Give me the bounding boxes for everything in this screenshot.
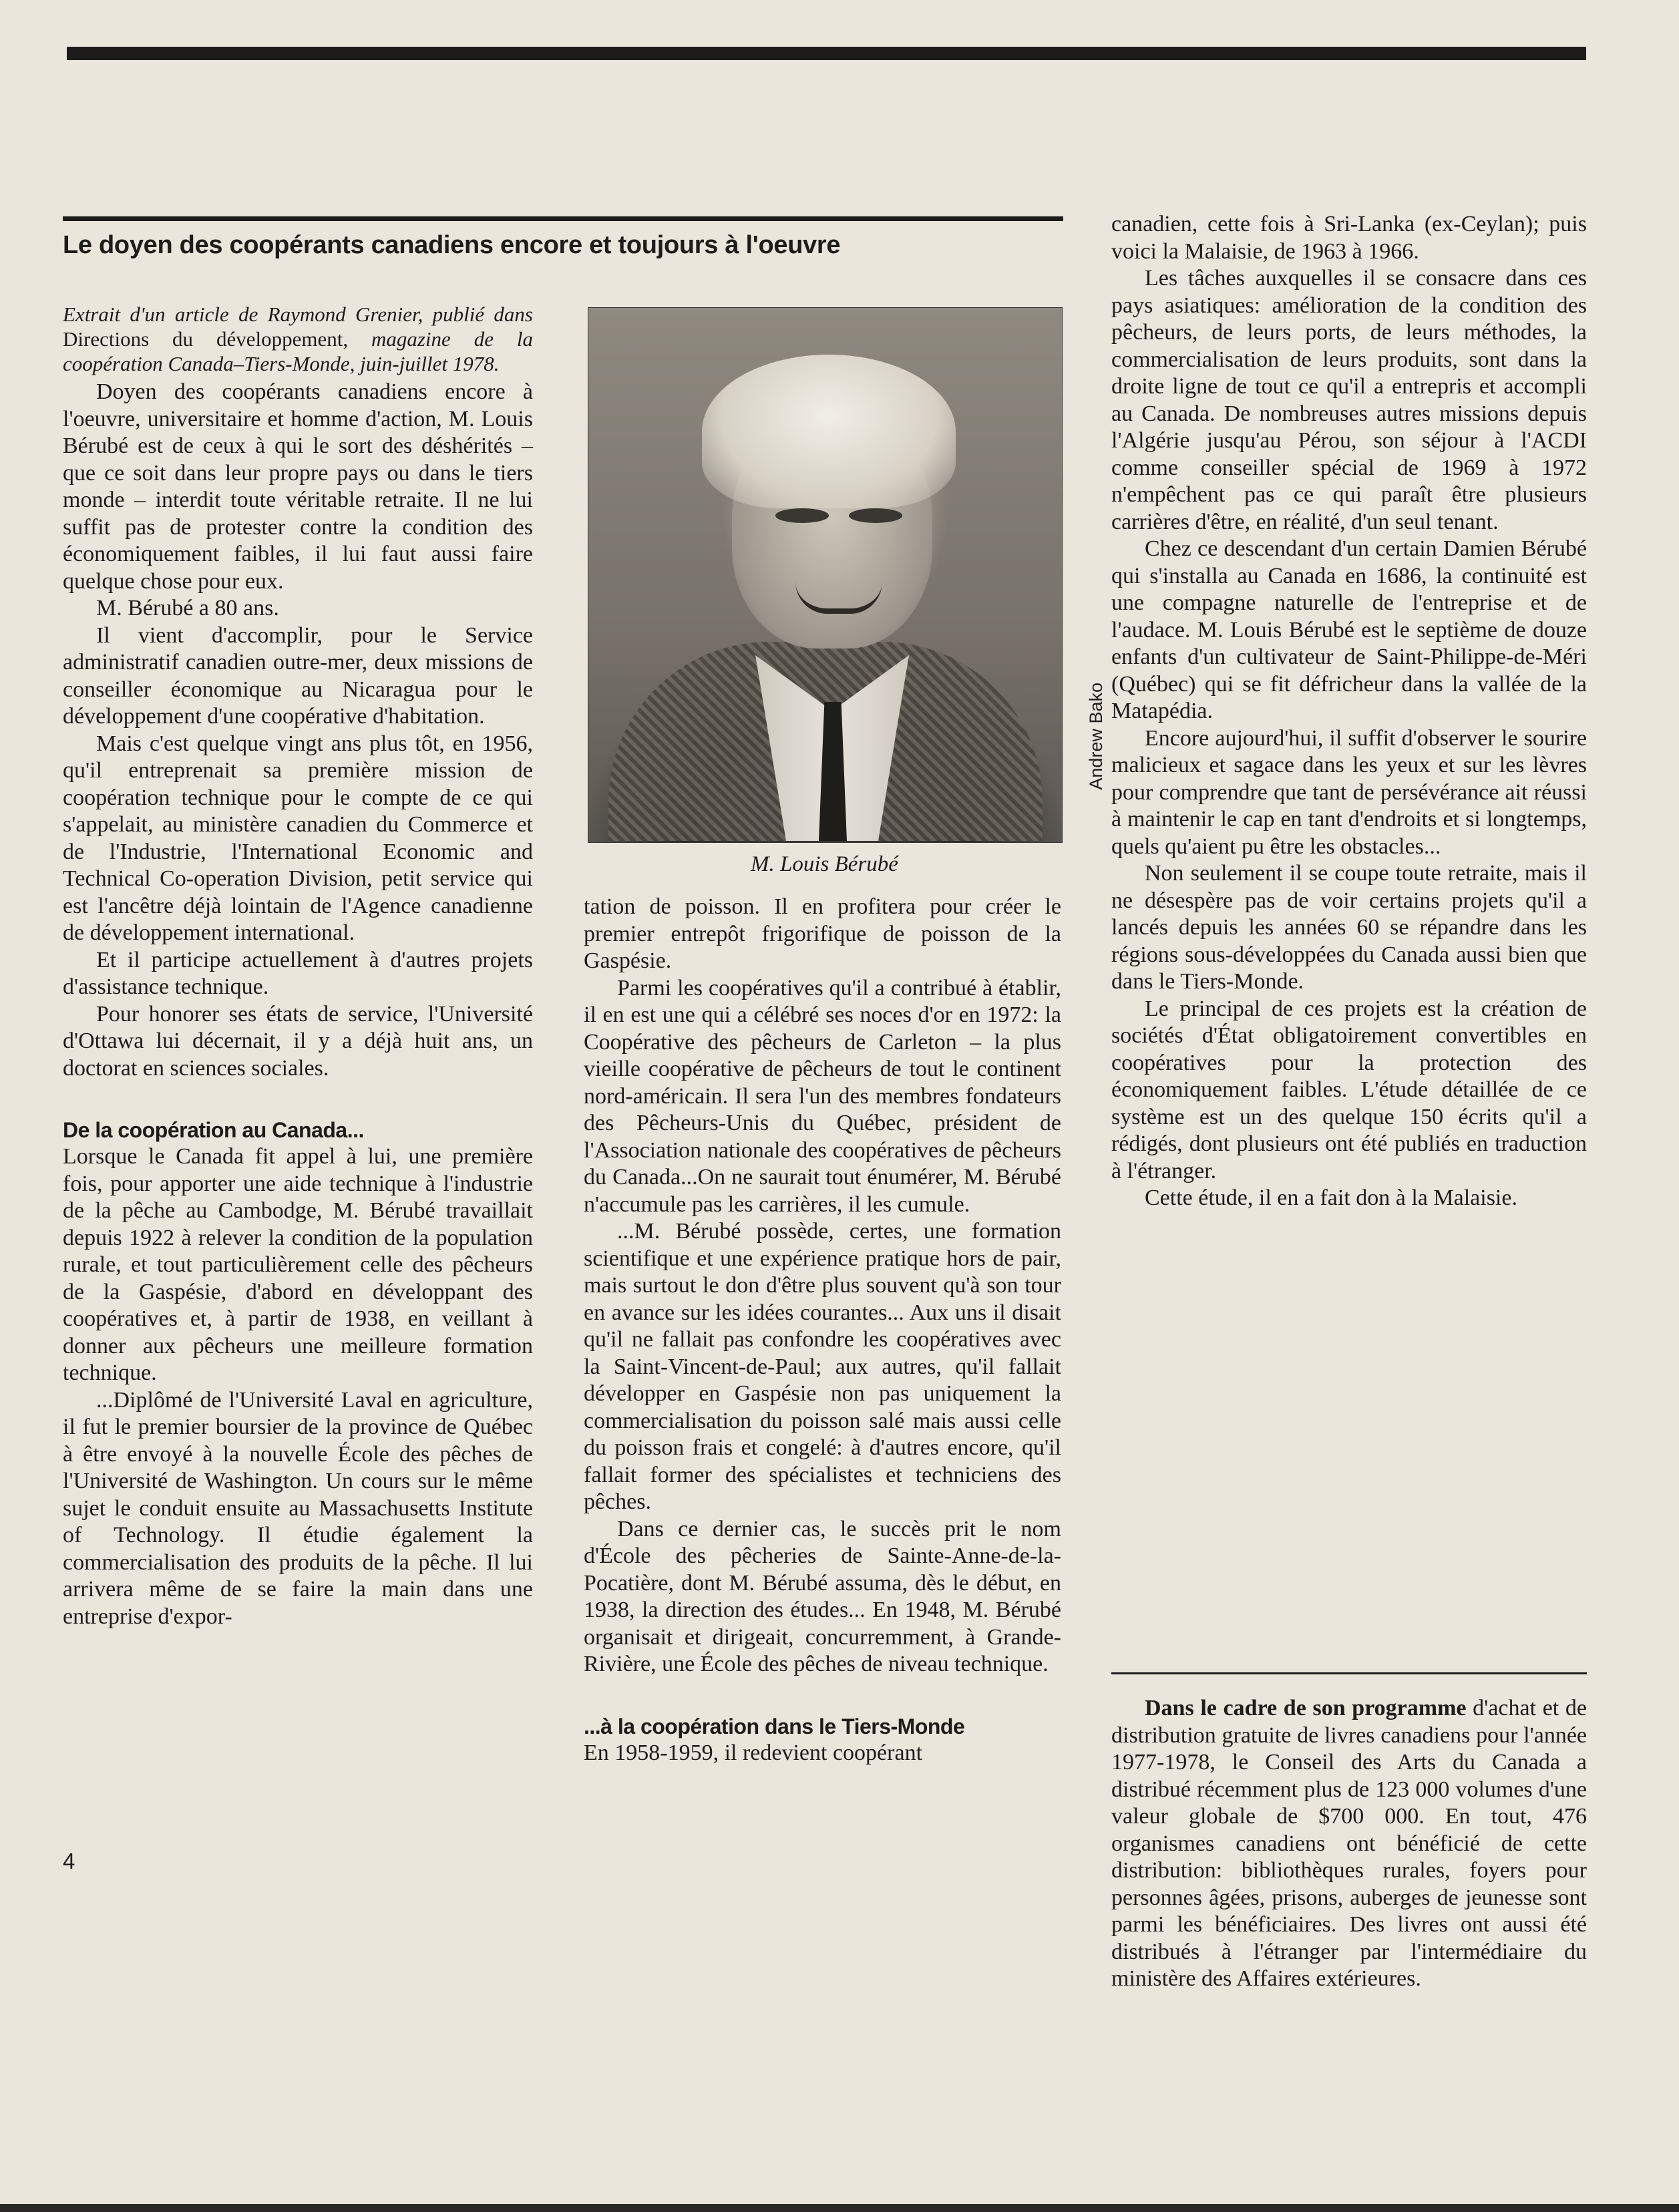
bottom-edge xyxy=(0,2204,1679,2212)
paragraph: Doyen des coopérants canadiens encore à l'oeuvre, universitaire et homme d'action, M. Louis Bérubé est de ceux à qui le sort des déshérités – que ce soit dans leur propre pays ou dans le tiers monde – interdit toute véritable retraite. Il ne lui suffit pas de protester contre la condition des économiquement faibles, il lui faut aussi faire quelque chose pour eux. xyxy=(63,379,533,594)
column-3 xyxy=(1111,211,1587,1212)
intro-part1: Extrait d'un article de Raymond Grenier, publié dans xyxy=(63,303,533,326)
photo-credit: Andrew Bako xyxy=(1086,683,1106,790)
intro-part2: magazine de la coopération Canada–Tiers-Monde, juin-juillet 1978. xyxy=(63,327,533,375)
paragraph: En 1958-1959, il redevient coopérant xyxy=(584,1740,923,1765)
column-1 xyxy=(63,302,533,1630)
paragraph: Le principal de ces projets est la création de sociétés d'État obligatoirement convertibles en coopératives pour la protection des économiquement faibles. L'étude détaillée de ce système est un des quelque 150 écrits qu'il a rédigés, dont plusieurs ont été publiés en traduction à l'étranger. xyxy=(1111,996,1587,1183)
article-headline: Le doyen des coopérants canadiens encore et toujours à l'oeuvre xyxy=(63,231,841,259)
paragraph: Pour honorer ses états de service, l'Université d'Ottawa lui décernait, il y a déjà huit ans, un doctorat en sciences sociales. xyxy=(63,1001,533,1081)
paragraph: ...M. Bérubé possède, certes, une formation scientifique et une expérience pratique hors de pair, mais surtout le don d'être plus souvent qu'à son tour en avance sur les idées courantes... Aux uns il disait qu'il ne fallait pas confondre les coopératives avec la Saint-Vincent-de-Paul; aux autres, qu'il fallait développer en Gaspésie non pas uniquement la commercialisation du poisson salé mais aussi celle du poisson frais et congelé: à d'autres encore, qu'il fallait former des spécialistes et techniciens des pêches. xyxy=(584,1219,1061,1514)
sidebar-note xyxy=(1111,1695,1587,1993)
paragraph: Encore aujourd'hui, il suffit d'observer le sourire malicieux et sagace dans les yeux et sur les lèvres pour comprendre que tant de persévérance ait réussi à maintenir le cap en tant d'endroits et si longtemps, quels qu'aient pu être les obstacles... xyxy=(1111,725,1587,859)
sidebar-lead: Dans le cadre de son programme xyxy=(1145,1696,1467,1720)
paragraph: Les tâches auxquelles il se consacre dans ces pays asiatiques: amélioration de la condition des pêcheurs, de leurs ports, de leurs méthodes, la commercialisation de leurs produits, sont dans la droite ligne de tout ce qu'il a entrepris et accompli au Canada. De nombreuses autres missions depuis l'Algérie jusqu'au Pérou, son séjour à l'ACDI comme conseiller spécial de 1969 à 1972 n'empêchent pas ce qui paraît être plusieurs carrières d'être, en réalité, d'un seul tenant. xyxy=(1111,266,1587,534)
sidebar-rule xyxy=(1111,1672,1587,1674)
paragraph: tation de poisson. Il en profitera pour créer le premier entrepôt frigorifique de poisson de la Gaspésie. xyxy=(584,894,1061,973)
page-number: 4 xyxy=(63,1849,75,1873)
headline-rule xyxy=(63,216,1063,221)
photo-eye-right xyxy=(849,508,902,523)
paragraph: Il vient d'accomplir, pour le Service administratif canadien outre-mer, deux missions de conseiller économique au Nicaragua pour le développement d'une coopérative d'habitation. xyxy=(63,622,533,729)
paragraph: Non seulement il se coupe toute retraite, mais il ne désespère pas de voir certains projets qu'il a lancés depuis les années 60 se répandre dans les régions sous-développées du Canada aussi bien que dans le Tiers-Monde. xyxy=(1111,861,1587,994)
intro-note xyxy=(63,302,533,376)
paragraph: ...Diplômé de l'Université Laval en agriculture, il fut le premier boursier de la province de Québec à être envoyé à la nouvelle École des pêches de l'Université de Washington. Un cours sur le même sujet le conduit ensuite au Massachusetts Institute of Technology. Il étudie également la commercialisation des produits de la pêche. Il lui arrivera même de se faire la main dans une entreprise d'expor- xyxy=(63,1387,533,1629)
sidebar-paragraph xyxy=(1111,1695,1587,1993)
section-heading-tiers-monde: ...à la coopération dans le Tiers-Monde xyxy=(584,1714,965,1738)
portrait-photo xyxy=(588,307,1063,843)
photo-eye-left xyxy=(775,508,829,523)
paragraph: Et il participe actuellement à d'autres projets d'assistance technique. xyxy=(63,947,533,999)
paragraph: Mais c'est quelque vingt ans plus tôt, en 1956, qu'il entreprenait sa première mission de coopération technique pour le compte de ce qui s'appelait, au ministère canadien du Commerce et de l'Industrie, l'International Economic and Technical Co-operation Division, petit service qui est l'ancêtre déjà lointain de l'Agence canadienne de développement international. xyxy=(63,731,533,945)
paragraph: canadien, cette fois à Sri-Lanka (ex-Ceylan); puis voici la Malaisie, de 1963 à 1966. xyxy=(1111,212,1587,264)
paragraph: Dans ce dernier cas, le succès prit le nom d'École des pêcheries de Sainte-Anne-de-la-Pocatière, dont M. Bérubé assuma, dès le début, en 1938, la direction des études... En 1948, M. Bérubé organisait et dirigeait, concurremment, à Grande-Rivière, une École des pêches de niveau technique. xyxy=(584,1516,1061,1676)
paragraph: Parmi les coopératives qu'il a contribué à établir, il en est une qui a célébré ses noces d'or en 1972: la Coopérative des pêcheurs de Carleton – la plus vieille coopérative de pêcheurs de tout le continent nord-américain. Il sera l'un des membres fondateurs des Pêcheurs-Unis du Québec, président de l'Association nationale des coopératives de pêcheurs du Canada...On ne saurait tout énumérer, M. Bérubé n'accumule pas les carrières, il les cumule. xyxy=(584,975,1061,1217)
intro-magazine: Directions du développement, xyxy=(63,327,349,351)
photo-hair xyxy=(702,355,956,508)
sidebar-text: d'achat et de distribution gratuite de livres canadiens pour l'année 1977-1978, le Conseil des Arts du Canada a distribué récemment plus de 123 000 volumes d'une valeur globale de $700 000. En tout, 476 organismes canadiens ont bénéficié de cette distribution: bibliothèques rurales, foyers pour personnes âgées, prisons, auberges de jeunesse sont parmi les bénéficiaires. Des livres ont aussi été distribués à l'étranger par l'intermédiaire du ministère des Affaires extérieures. xyxy=(1111,1696,1587,1991)
paragraph: M. Bérubé a 80 ans. xyxy=(96,596,279,620)
paragraph: Chez ce descendant d'un certain Damien Bérubé qui s'installa au Canada en 1686, la continuité est une compagne naturelle de l'entreprise et de l'audace. M. Louis Bérubé est le septième de douze enfants d'un cultivateur de Saint-Philippe-de-Méri (Québec) qui se fit défricheur dans la vallée de la Matapédia. xyxy=(1111,536,1587,723)
photo-caption: M. Louis Bérubé xyxy=(751,852,898,876)
column-2 xyxy=(584,894,1061,1767)
paragraph: Cette étude, il en a fait don à la Malaisie. xyxy=(1145,1185,1517,1210)
section-heading-canada: De la coopération au Canada... xyxy=(63,1118,364,1142)
top-rule xyxy=(67,47,1586,60)
paragraph: Lorsque le Canada fit appel à lui, une première fois, pour apporter une aide technique à l'industrie de la pêche au Cambodge, M. Bérubé travaillait depuis 1922 à relever la condition de la population rurale, et tout particulièrement celle des pêcheurs de la Gaspésie, d'abord en développant des coopératives et, à partir de 1938, en veillant à donner aux pêcheurs une meilleure formation technique. xyxy=(63,1144,533,1385)
